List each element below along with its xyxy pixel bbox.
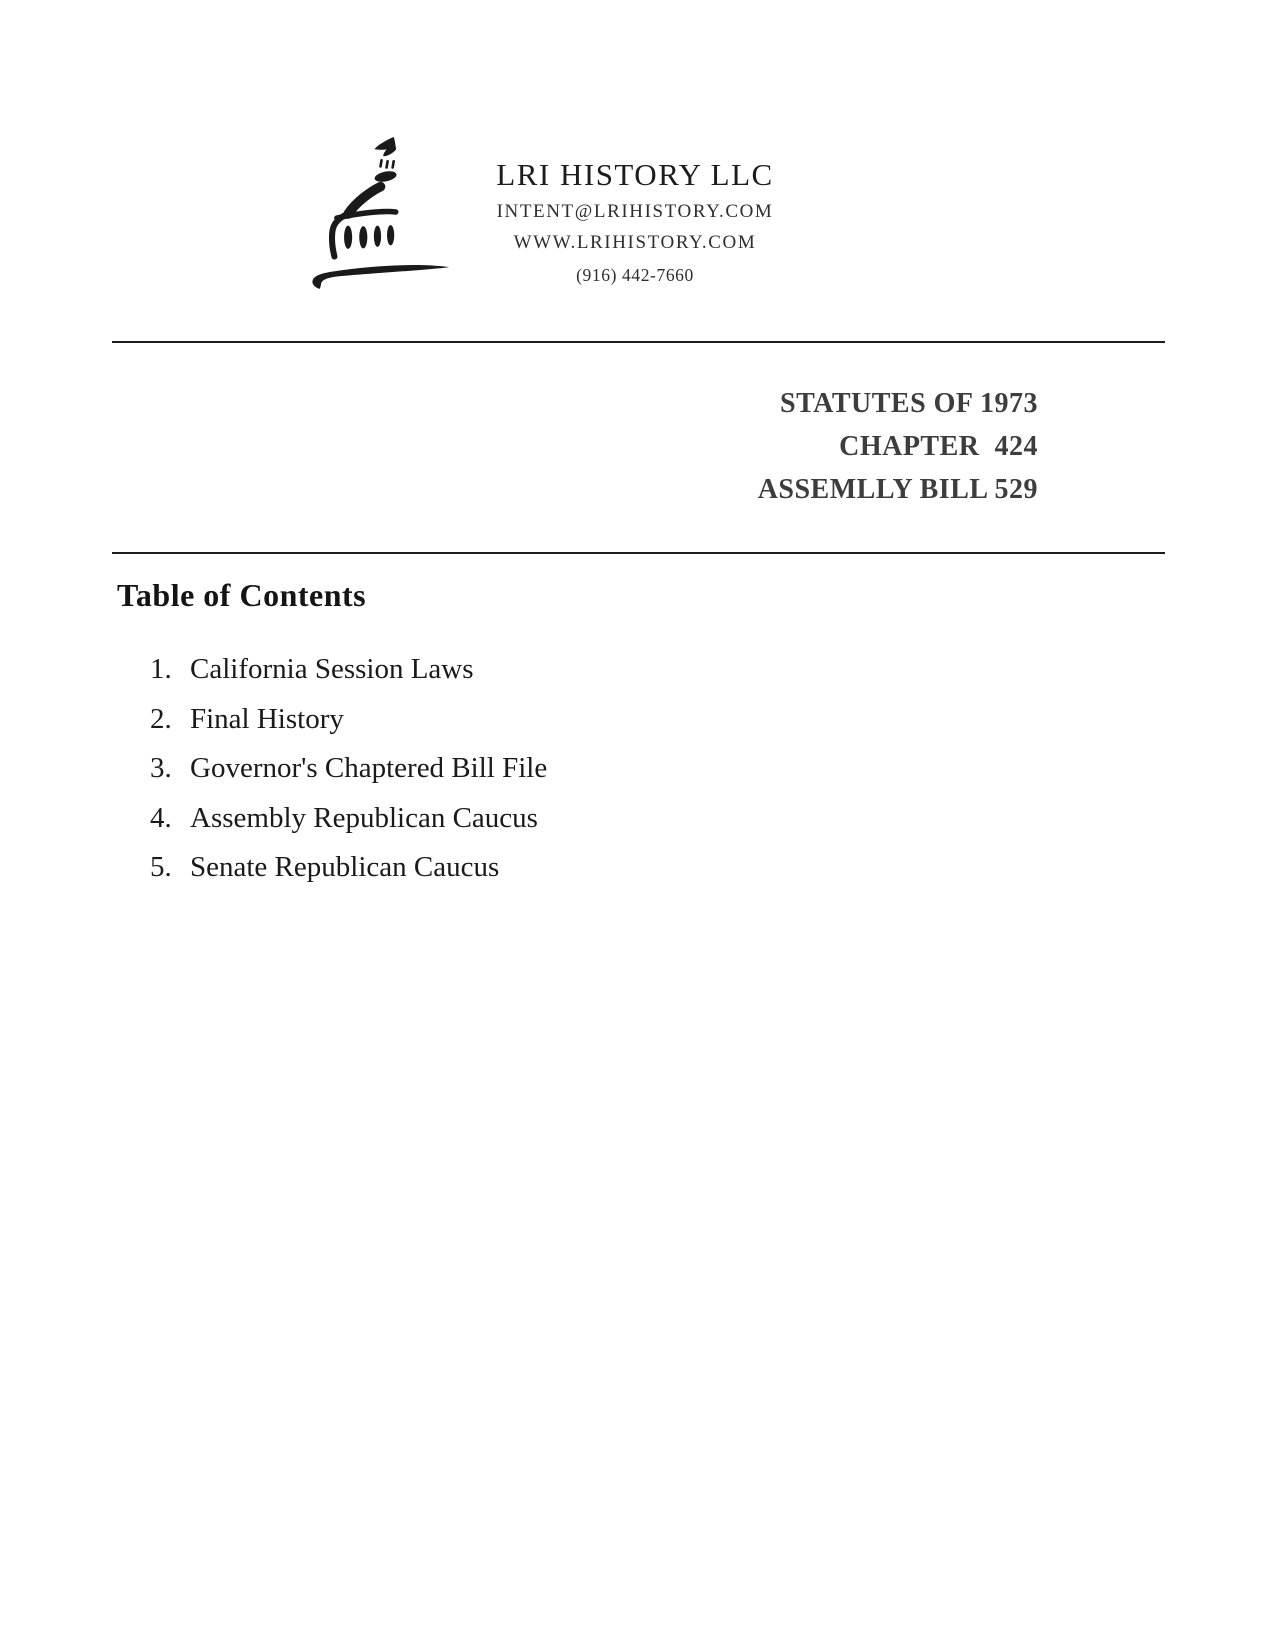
toc-item-number: 3. — [150, 752, 172, 784]
toc-heading: Table of Contents — [117, 577, 367, 613]
statutes-year-line: STATUTES OF 1973 — [780, 388, 1038, 419]
toc-item-governors-chaptered-bill-file — [150, 752, 547, 802]
toc-item-label: Governor's Chaptered Bill File — [190, 752, 548, 784]
toc-item-label: Final History — [190, 702, 344, 735]
website-text: WWW.LRIHISTORY.COM — [513, 232, 757, 253]
toc-item-california-session-laws — [150, 653, 547, 703]
toc-item-number: 4. — [150, 801, 172, 834]
email-text: INTENT@LRIHISTORY.COM — [496, 201, 774, 222]
toc-item-senate-republican-caucus — [150, 851, 547, 901]
divider-bottom — [112, 552, 1165, 554]
toc-item-final-history — [150, 703, 547, 753]
capitol-dome-logo — [306, 134, 454, 296]
statute-reference-block — [758, 382, 1038, 511]
divider-top — [112, 341, 1165, 343]
company-name: LRI HISTORY LLC — [496, 157, 774, 192]
assembly-bill-line: ASSEMLLY BILL 529 — [757, 474, 1038, 505]
toc-item-label: Senate Republican Caucus — [190, 851, 500, 883]
toc-item-label: Assembly Republican Caucus — [190, 801, 538, 834]
toc-item-number: 2. — [150, 702, 172, 735]
toc-item-number: 1. — [150, 653, 172, 685]
letterhead — [455, 158, 815, 286]
capitol-dome-icon — [306, 134, 454, 296]
toc-item-label: California Session Laws — [190, 653, 474, 685]
chapter-line: CHAPTER 424 — [839, 431, 1038, 462]
phone-text: (916) 442-7660 — [576, 265, 694, 285]
toc-list — [150, 653, 547, 901]
toc-item-assembly-republican-caucus — [150, 802, 547, 852]
toc-item-number: 5. — [150, 851, 172, 883]
